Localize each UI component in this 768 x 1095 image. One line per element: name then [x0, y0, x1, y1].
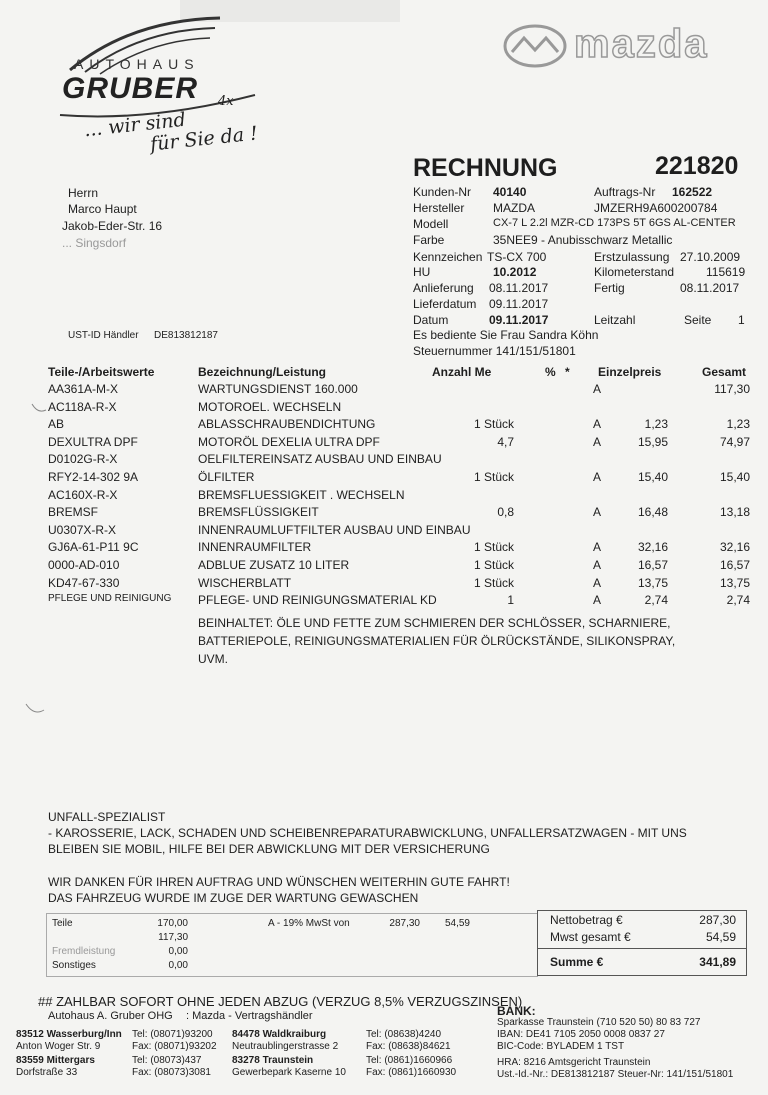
unfall-line2: BLEIBEN SIE MOBIL, HILFE BEI DER ABWICKLUNG MIT DER VERSICHERUNG [48, 842, 490, 856]
table-row [0, 452, 768, 469]
punch-hole-icon [28, 398, 48, 418]
item-description: OELFILTEREINSATZ AUSBAU UND EINBAU [198, 452, 442, 467]
invoice-number: 221820 [655, 152, 739, 180]
ust-value: DE813812187 [154, 330, 218, 341]
item-tax-flag: A [593, 540, 602, 555]
item-description: INNENRAUMFILTER [198, 540, 312, 555]
customer-street: Jakob-Eder-Str. 16 [62, 219, 163, 233]
item-unit-price: 16,57 [637, 558, 668, 572]
item-description: BREMSFLUESSIGKEIT . WECHSELN [198, 487, 405, 502]
item-total: 32,16 [719, 540, 750, 555]
tagline-1: ... wir sind [83, 108, 187, 142]
thanks-line1: WIR DANKEN FÜR IHREN AUFTRAG UND WÜNSCHEN WEITERHIN GUTE FAHRT! [48, 875, 510, 889]
table-row [0, 540, 768, 557]
table-row [0, 470, 768, 487]
item-description: ÖLFILTER [198, 470, 255, 484]
unfall-title: UNFALL-SPEZIALIST [48, 810, 166, 824]
unfall-line1: - KAROSSERIE, LACK, SCHADEN UND SCHEIBENREPARATURABWICKLUNG, UNFALLERSATZWAGEN - MIT UNS [48, 826, 687, 840]
brand-4x: 4x [218, 94, 234, 109]
thanks-line2: DAS FAHRZEUG WURDE IM ZUGE DER WARTUNG GEWASCHEN [48, 891, 419, 905]
item-code: GJ6A-61-P11 9C [48, 540, 139, 555]
item-code: AC118A-R-X [48, 399, 117, 414]
customer-city: ... Singsdorf [62, 236, 127, 250]
table-row [0, 576, 768, 593]
item-code: AC160X-R-X [48, 487, 118, 502]
item-description: ABLASSCHRAUBENDICHTUNG [198, 417, 376, 432]
table-row [0, 382, 768, 399]
item-total: 74,97 [719, 434, 750, 449]
item-quantity: 0,8 [497, 505, 514, 520]
table-row [0, 558, 768, 575]
ust-label: UST-ID Händler [68, 330, 139, 341]
table-row [0, 400, 768, 417]
item-quantity: 1 [507, 593, 514, 608]
item-total: 15,40 [719, 470, 750, 484]
item-total: 2,74 [726, 593, 750, 608]
item-code: U0307X-R-X [48, 522, 117, 537]
item-description: ADBLUE ZUSATZ 10 LITER [198, 558, 350, 572]
tagline-2: für Sie da ! [149, 122, 259, 156]
item-unit-price: 32,16 [637, 540, 668, 555]
company-sub: : Mazda - Vertragshändler [186, 1010, 313, 1022]
item-total: 13,75 [719, 575, 750, 590]
item-description: MOTOROEL. WECHSELN [198, 399, 342, 414]
table-row [0, 505, 768, 522]
customer-salutation: Herrn [68, 186, 99, 200]
item-quantity: 1 Stück [473, 470, 514, 484]
item-unit-price: 13,75 [637, 575, 668, 590]
table-row [0, 435, 768, 452]
table-row [0, 417, 768, 434]
item-total: 13,18 [719, 505, 750, 520]
item-quantity: 1 Stück [473, 558, 514, 572]
item-tax-flag: A [593, 505, 602, 520]
item-code: RFY2-14-302 9A [48, 470, 139, 484]
brand-main: GRUBER [62, 72, 199, 105]
item-total: 16,57 [719, 558, 750, 572]
item-code: KD47-67-330 [48, 575, 120, 590]
item-unit-price: 15,40 [637, 470, 668, 484]
item-code: AA361A-M-X [48, 382, 119, 396]
item-tax-flag: A [593, 575, 602, 590]
item-tax-flag: A [593, 417, 602, 432]
item-code: AB [48, 417, 65, 432]
item-description: PFLEGE- UND REINIGUNGSMATERIAL KD [198, 593, 437, 608]
item-code: PFLEGE UND REINIGUNG [48, 593, 172, 605]
item-unit-price: 16,48 [637, 505, 668, 520]
item-code: BREMSF [48, 505, 99, 520]
item-unit-price: 15,95 [637, 434, 668, 449]
customer-name: Marco Haupt [68, 202, 137, 216]
zahlbar-note: ## ZAHLBAR SOFORT OHNE JEDEN ABZUG (VERZUG 8,5% VERZUGSZINSEN) [38, 994, 523, 1009]
item-description: BREMSFLÜSSIGKEIT [198, 505, 319, 520]
item-tax-flag: A [593, 470, 602, 484]
table-row [0, 593, 768, 610]
table-row [0, 488, 768, 505]
mazda-wordmark: mazda [574, 22, 709, 66]
item-tax-flag: A [593, 558, 602, 572]
item-tax-flag: A [593, 434, 602, 449]
invoice-title: RECHNUNG [413, 154, 558, 182]
item-unit-price: 2,74 [644, 593, 668, 608]
item-tax-flag: A [593, 593, 602, 608]
item-description: WARTUNGSDIENST 160.000 [198, 382, 358, 396]
table-row [0, 523, 768, 540]
item-description: INNENRAUMLUFTFILTER AUSBAU UND EINBAU [198, 522, 471, 537]
item-total: 1,23 [726, 417, 750, 432]
item-unit-price: 1,23 [644, 417, 668, 432]
item-tax-flag: A [593, 382, 602, 396]
item-description: WISCHERBLATT [198, 575, 292, 590]
company-name: Autohaus A. Gruber OHG [48, 1010, 173, 1022]
mazda-emblem-icon [500, 22, 570, 70]
item-description: MOTORÖL DEXELIA ULTRA DPF [198, 434, 380, 449]
table-header: Teile-/Arbeitswerte Bezeichnung/Leistung Anzahl Me % * Einzelpreis Gesamt [48, 365, 747, 379]
item-quantity: 4,7 [497, 434, 514, 449]
item-quantity: 1 Stück [473, 575, 514, 590]
item-quantity: 1 Stück [473, 417, 514, 432]
item-code: D0102G-R-X [48, 452, 118, 467]
item-code: DEXULTRA DPF [48, 434, 138, 449]
brand-top: AUTOHAUS [74, 56, 200, 72]
item-total: 117,30 [714, 382, 750, 396]
item-code: 0000-AD-010 [48, 558, 120, 572]
punch-hole-icon [22, 698, 46, 722]
item-quantity: 1 Stück [473, 540, 514, 555]
